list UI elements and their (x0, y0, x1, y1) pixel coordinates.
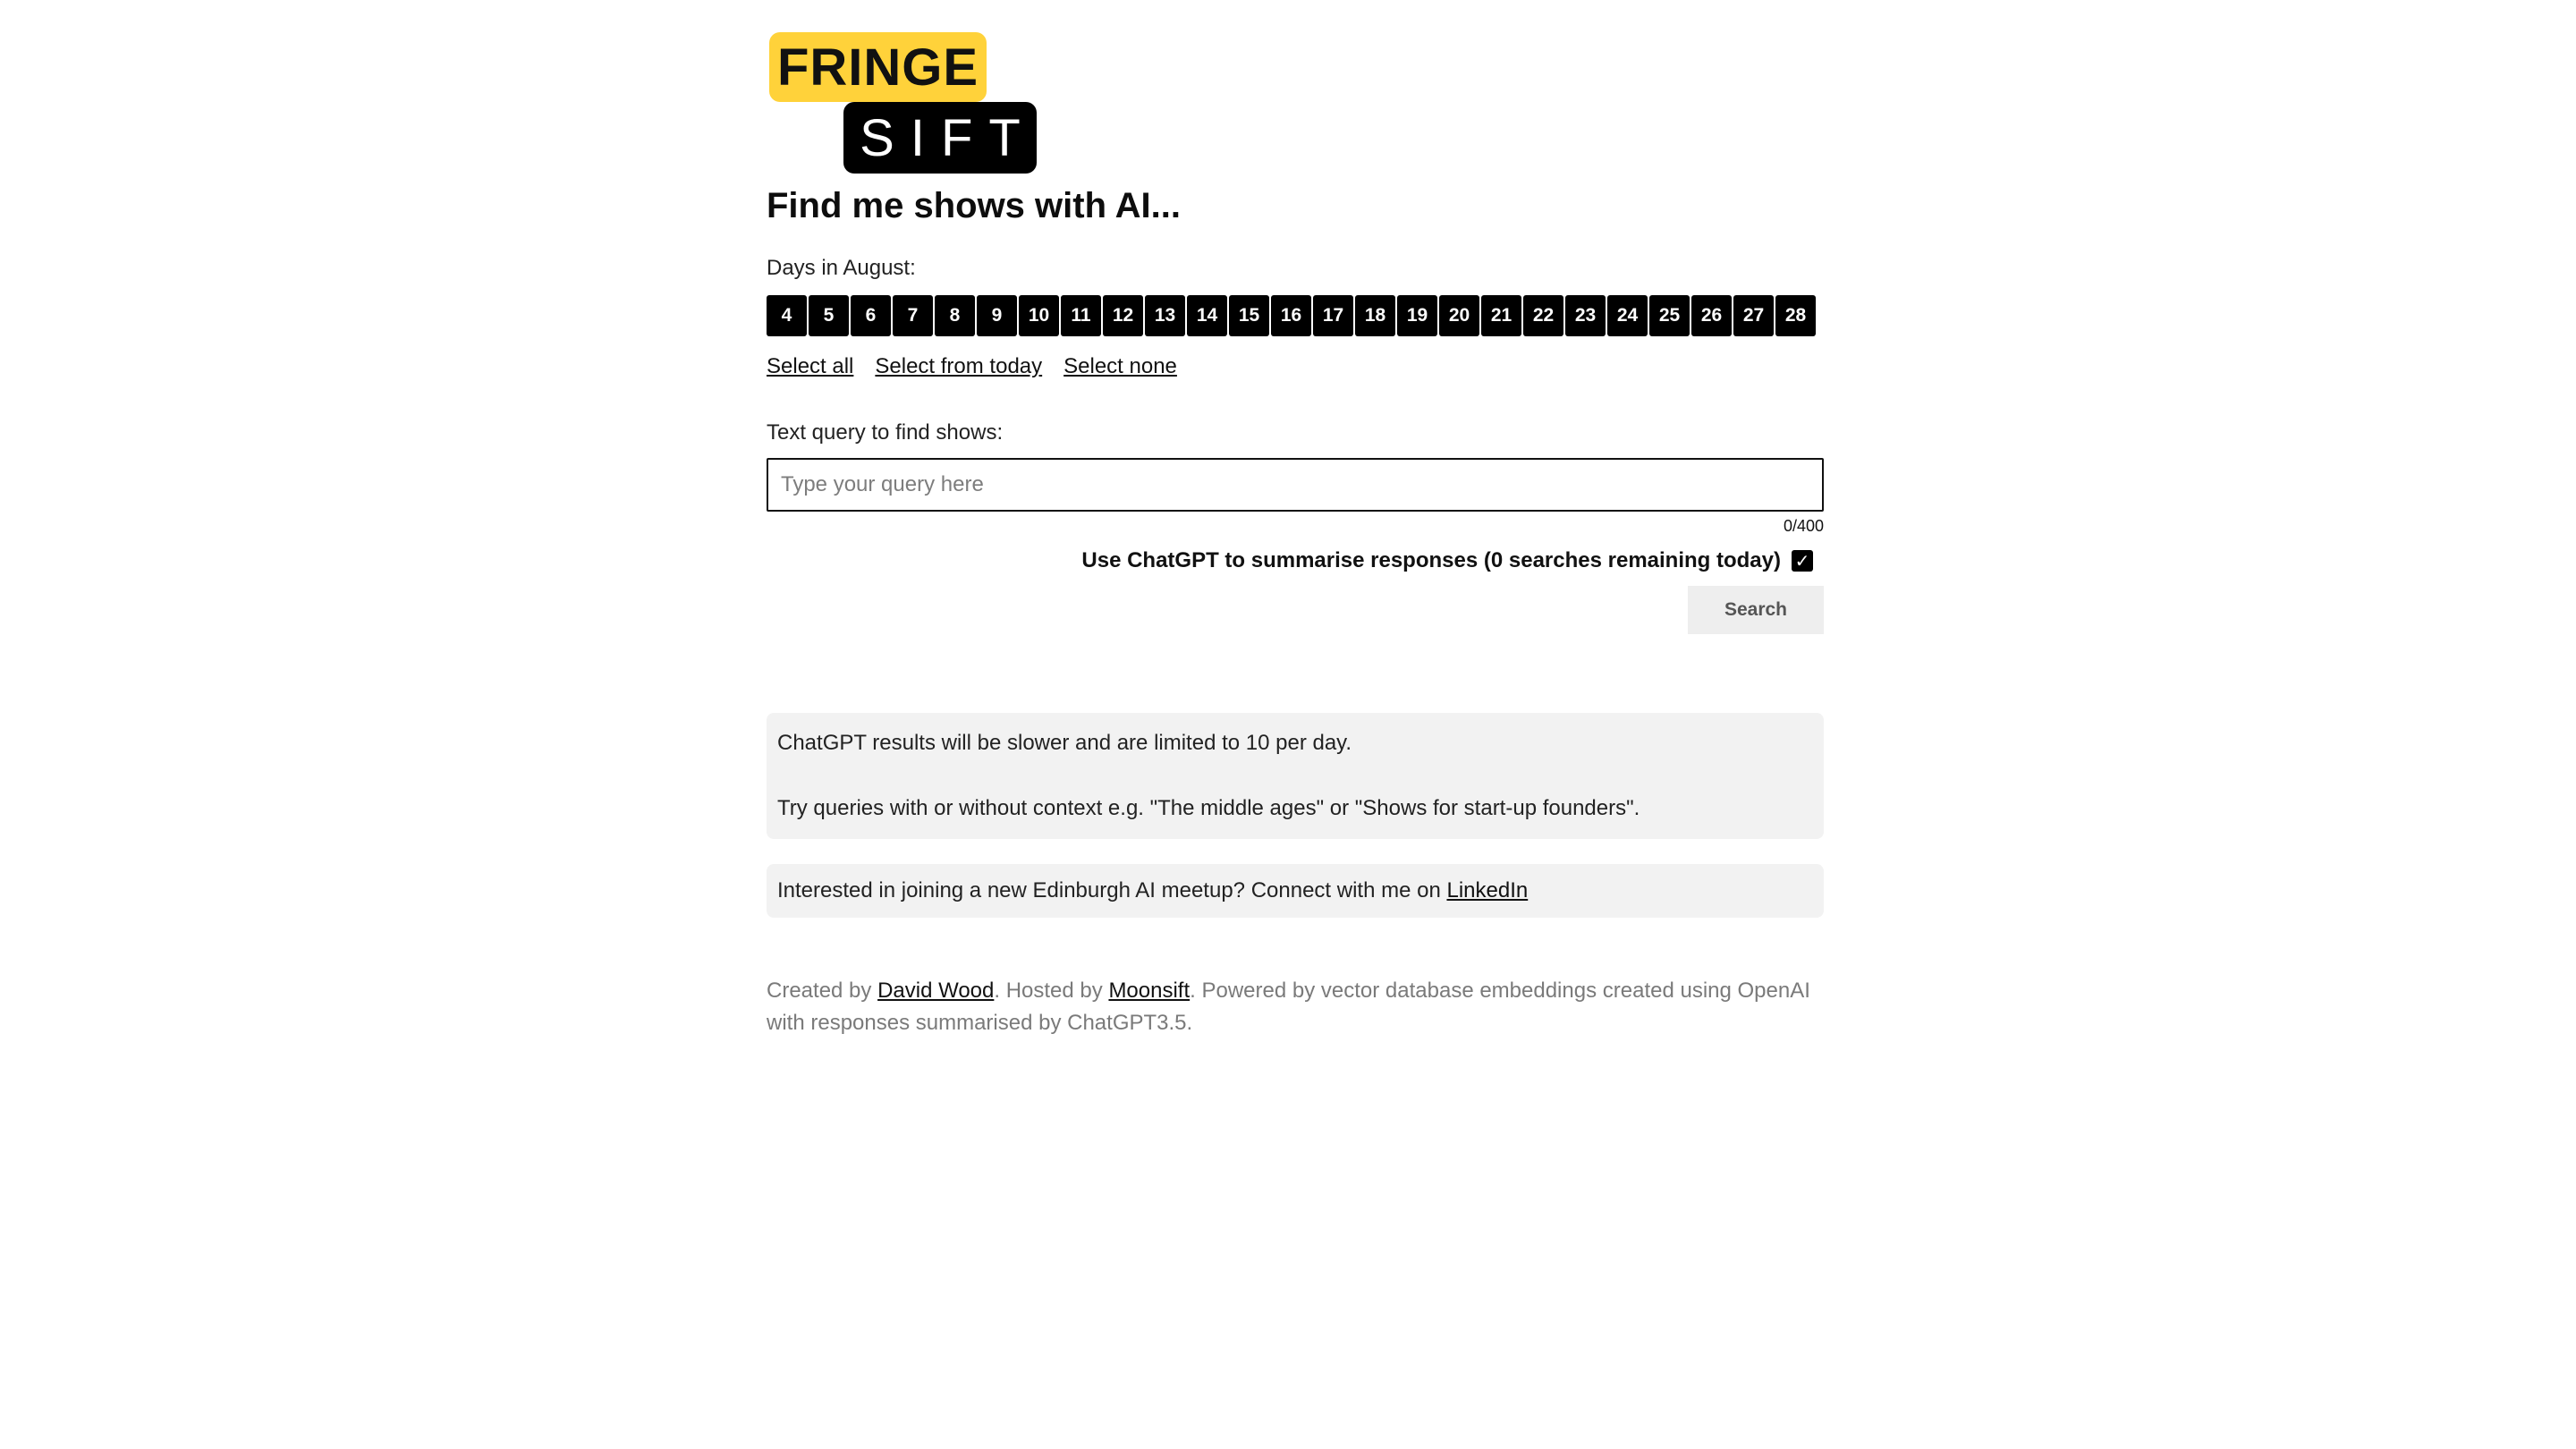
logo-fringe: FRINGE (769, 32, 987, 102)
day-button-18[interactable]: 18 (1355, 295, 1395, 336)
author-link[interactable]: David Wood (877, 979, 995, 1003)
day-button-19[interactable]: 19 (1397, 295, 1437, 336)
day-button-25[interactable]: 25 (1649, 295, 1690, 336)
host-link[interactable]: Moonsift (1108, 979, 1191, 1003)
day-button-7[interactable]: 7 (893, 295, 933, 336)
search-button[interactable]: Search (1688, 586, 1824, 634)
page-title: Find me shows with AI... (767, 186, 1181, 225)
day-button-15[interactable]: 15 (1229, 295, 1269, 336)
day-button-20[interactable]: 20 (1439, 295, 1479, 336)
day-button-23[interactable]: 23 (1565, 295, 1606, 336)
search-row (767, 586, 1824, 634)
day-button-27[interactable]: 27 (1733, 295, 1774, 336)
chatgpt-checkbox[interactable] (1792, 550, 1813, 572)
day-button-11[interactable]: 11 (1061, 295, 1101, 336)
day-button-4[interactable]: 4 (767, 295, 807, 336)
chatgpt-option-label: Use ChatGPT to summarise responses (0 searches remaining today) (1081, 548, 1781, 572)
info-line-1: ChatGPT results will be slower and are limited to 10 per day. (777, 731, 1352, 755)
day-button-28[interactable]: 28 (1775, 295, 1816, 336)
day-button-13[interactable]: 13 (1145, 295, 1185, 336)
day-button-8[interactable]: 8 (935, 295, 975, 336)
query-input[interactable] (767, 458, 1824, 512)
linkedin-link[interactable]: LinkedIn (1446, 878, 1529, 902)
day-button-14[interactable]: 14 (1187, 295, 1227, 336)
select-all-link[interactable]: Select all (767, 354, 854, 378)
days-label: Days in August: (767, 256, 916, 280)
query-char-counter: 0/400 (1783, 517, 1824, 535)
day-button-12[interactable]: 12 (1103, 295, 1143, 336)
day-button-10[interactable]: 10 (1019, 295, 1059, 336)
footer-hosted-by: . Hosted by (994, 979, 1109, 1003)
day-button-9[interactable]: 9 (977, 295, 1017, 336)
meetup-box (767, 864, 1824, 918)
day-button-21[interactable]: 21 (1481, 295, 1521, 336)
checkmark-icon: ✓ (1794, 551, 1810, 572)
day-button-6[interactable]: 6 (851, 295, 891, 336)
day-button-5[interactable]: 5 (809, 295, 849, 336)
day-button-22[interactable]: 22 (1523, 295, 1563, 336)
info-line-2: Try queries with or without context e.g. "The middle ages" or "Shows for start-up founders". (777, 796, 1640, 820)
day-button-17[interactable]: 17 (1313, 295, 1353, 336)
logo-sift: SIFT (843, 102, 1037, 174)
fringe-sift-logo (767, 32, 1035, 174)
day-selector (767, 295, 1824, 336)
day-select-links (767, 354, 1824, 379)
footer-created-by: Created by (767, 979, 878, 1003)
footer (767, 975, 1824, 1039)
select-from-today-link[interactable]: Select from today (875, 354, 1043, 378)
info-box (767, 713, 1824, 839)
day-button-16[interactable]: 16 (1271, 295, 1311, 336)
day-button-26[interactable]: 26 (1691, 295, 1732, 336)
main-container (767, 32, 1824, 1039)
chatgpt-option-row (767, 548, 1824, 573)
query-label: Text query to find shows: (767, 420, 1004, 445)
select-none-link[interactable]: Select none (1063, 354, 1177, 378)
meetup-text: Interested in joining a new Edinburgh AI meetup? Connect with me on (777, 878, 1447, 902)
day-button-24[interactable]: 24 (1607, 295, 1648, 336)
footer-rest: . Powered by vector database embeddings created using OpenAI with responses summarised by ChatGPT3.5. (767, 979, 1810, 1035)
